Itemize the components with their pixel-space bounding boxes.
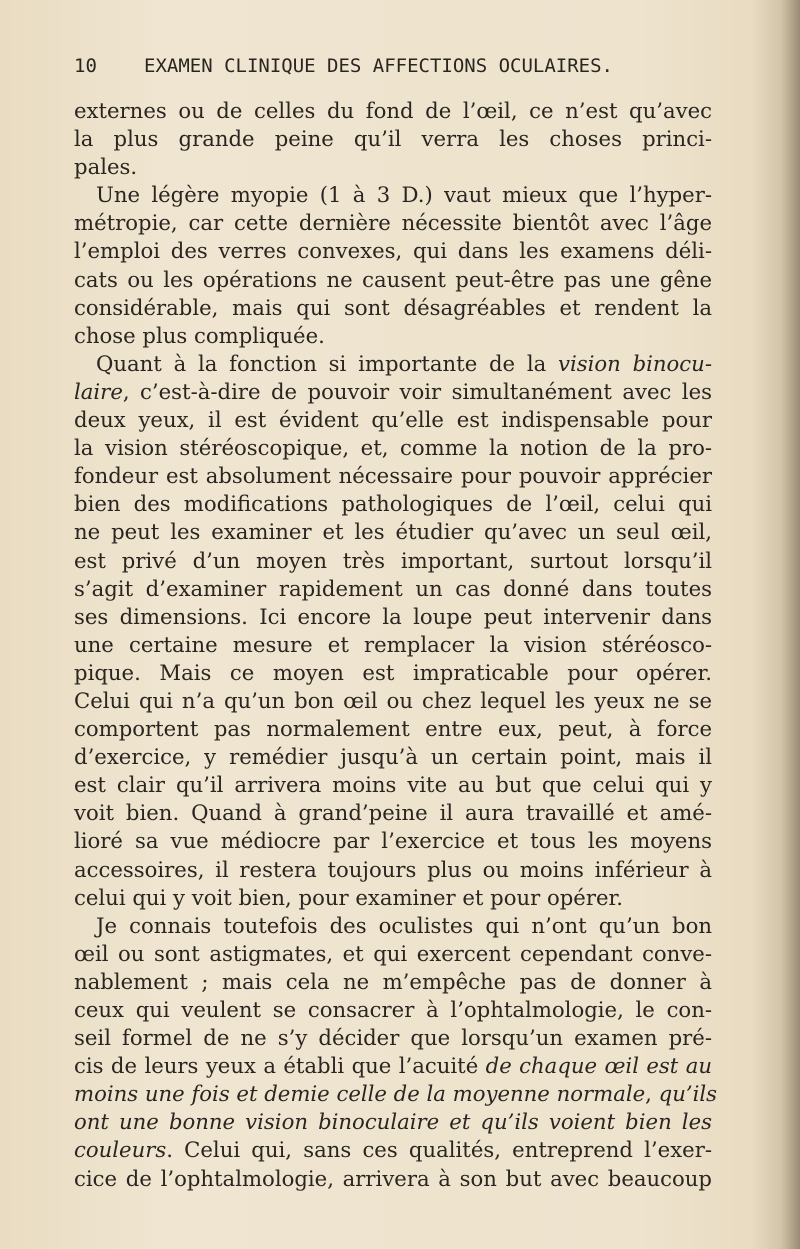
text-line bbox=[74, 884, 712, 912]
italic-text: vision binocu- bbox=[558, 350, 712, 376]
text-line bbox=[74, 462, 712, 490]
text-line bbox=[74, 912, 712, 940]
text-segment: deux yeux, il est évident qu’elle est indispensable pour bbox=[74, 407, 712, 433]
text-line bbox=[74, 125, 712, 153]
text-segment: Quant à la fonction si importante de la bbox=[96, 350, 559, 376]
text-segment: cis de leurs yeux a établi que l’acuité bbox=[74, 1053, 486, 1079]
text-line bbox=[74, 490, 712, 518]
text-segment: œil ou sont astigmates, et qui exercent cependant conve- bbox=[74, 940, 712, 966]
text-segment: pique. Mais ce moyen est impraticable pour opérer. bbox=[74, 659, 712, 685]
running-title: EXAMEN CLINIQUE DES AFFECTIONS OCULAIRES. bbox=[144, 55, 613, 77]
text-segment: seil formel de ne s’y décider que lorsqu’un examen pré- bbox=[74, 1025, 712, 1051]
text-segment: Une légère myopie (1 à 3 D.) vaut mieux que l’hyper- bbox=[96, 182, 712, 208]
text-segment: nablement ; mais cela ne m’empêche pas de donner à bbox=[74, 968, 712, 994]
text-line bbox=[74, 266, 712, 294]
text-line bbox=[74, 518, 712, 546]
text-segment: l’emploi des verres convexes, qui dans les examens déli- bbox=[74, 238, 712, 264]
text-line bbox=[74, 575, 712, 603]
text-line bbox=[74, 996, 712, 1024]
text-segment: voit bien. Quand à grand’peine il aura travaillé et amé- bbox=[74, 800, 712, 826]
text-segment: est clair qu’il arrivera moins vite au but que celui qui y bbox=[74, 772, 712, 798]
text-line bbox=[74, 350, 712, 378]
text-segment: externes ou de celles du fond de l’œil, ce n’est qu’avec bbox=[74, 98, 712, 123]
text-line bbox=[74, 209, 712, 237]
text-segment: . Celui qui, sans ces qualités, entreprend l’exer- bbox=[166, 1137, 712, 1163]
italic-text: couleurs bbox=[74, 1137, 167, 1163]
text-segment: celui qui y voit bien, pour examiner et pour opérer. bbox=[74, 884, 624, 910]
text-line bbox=[74, 631, 712, 659]
text-segment: cice de l’ophtalmologie, arrivera à son but avec beaucoup bbox=[74, 1165, 712, 1191]
page-number: 10 bbox=[74, 55, 97, 77]
text-line bbox=[74, 1165, 712, 1193]
text-line bbox=[74, 856, 712, 884]
text-line bbox=[74, 687, 712, 715]
text-segment: Celui qui n’a qu’un bon œil ou chez lequel les yeux ne se bbox=[74, 687, 712, 713]
text-line bbox=[74, 659, 712, 687]
text-line bbox=[74, 434, 712, 462]
text-segment: s’agit d’examiner rapidement un cas donné dans toutes bbox=[74, 575, 712, 601]
text-segment: comportent pas normalement entre eux, peut, à force bbox=[74, 716, 712, 742]
text-segment: considérable, mais qui sont désagréables et rendent la bbox=[74, 294, 712, 320]
italic-text: moins une fois et demie celle de la moyenne normale bbox=[74, 1081, 646, 1107]
text-segment: la plus grande peine qu’il verra les choses princi- bbox=[74, 126, 712, 152]
text-line bbox=[74, 153, 712, 181]
text-segment: chose plus compliquée. bbox=[74, 322, 325, 348]
text-line bbox=[74, 378, 712, 406]
text-line bbox=[74, 1108, 712, 1136]
text-line bbox=[74, 547, 712, 575]
text-line bbox=[74, 1136, 712, 1164]
text-segment: Je connais toutefois des oculistes qui n’ont qu’un bon bbox=[96, 912, 712, 938]
text-segment: , bbox=[645, 1081, 659, 1107]
text-line bbox=[74, 743, 712, 771]
text-line bbox=[74, 968, 712, 996]
text-segment: , c’est-à-dire de pouvoir voir simultanément avec les bbox=[122, 378, 712, 404]
body-text bbox=[74, 97, 718, 1193]
text-segment: métropie, car cette dernière nécessite bientôt avec l’âge bbox=[74, 210, 712, 236]
text-segment: fondeur est absolument nécessaire pour pouvoir apprécier bbox=[74, 463, 712, 489]
text-line bbox=[74, 1080, 718, 1108]
italic-text: laire bbox=[74, 378, 123, 404]
text-line bbox=[74, 827, 712, 855]
text-line bbox=[74, 1024, 712, 1052]
text-segment: accessoires, il restera toujours plus ou moins inférieur à bbox=[74, 856, 712, 882]
text-line bbox=[74, 799, 712, 827]
page-edge-shadow bbox=[752, 0, 800, 1249]
running-header bbox=[74, 55, 654, 85]
text-line bbox=[74, 322, 712, 350]
text-line bbox=[74, 940, 712, 968]
italic-text: de chaque œil est au bbox=[485, 1053, 713, 1079]
text-segment: d’exercice, y remédier jusqu’à un certain point, mais il bbox=[74, 744, 712, 770]
text-line bbox=[74, 603, 712, 631]
text-segment: lioré sa vue médiocre par l’exercice et tous les moyens bbox=[74, 828, 712, 854]
italic-text: qu’ils bbox=[658, 1081, 718, 1107]
text-line bbox=[74, 294, 712, 322]
italic-text: ont une bonne vision binoculaire et qu’ils voient bien les bbox=[74, 1109, 712, 1135]
text-segment: ses dimensions. Ici encore la loupe peut intervenir dans bbox=[74, 603, 712, 629]
text-line bbox=[74, 771, 712, 799]
text-line bbox=[74, 715, 712, 743]
text-segment: est privé d’un moyen très important, surtout lorsqu’il bbox=[74, 547, 712, 573]
text-segment: pales. bbox=[74, 154, 138, 180]
text-line bbox=[74, 1052, 712, 1080]
text-segment: ne peut les examiner et les étudier qu’avec un seul œil, bbox=[74, 519, 712, 545]
text-segment: la vision stéréoscopique, et, comme la notion de la pro- bbox=[74, 435, 712, 461]
text-segment: bien des modifications pathologiques de l’œil, celui qui bbox=[74, 491, 712, 517]
text-segment: cats ou les opérations ne causent peut-être pas une gêne bbox=[74, 266, 712, 292]
text-line bbox=[74, 181, 712, 209]
text-line bbox=[74, 97, 712, 125]
text-segment: une certaine mesure et remplacer la vision stéréosco- bbox=[74, 631, 712, 657]
text-line bbox=[74, 237, 712, 265]
text-line bbox=[74, 406, 712, 434]
text-segment: ceux qui veulent se consacrer à l’ophtalmologie, le con- bbox=[74, 997, 712, 1022]
